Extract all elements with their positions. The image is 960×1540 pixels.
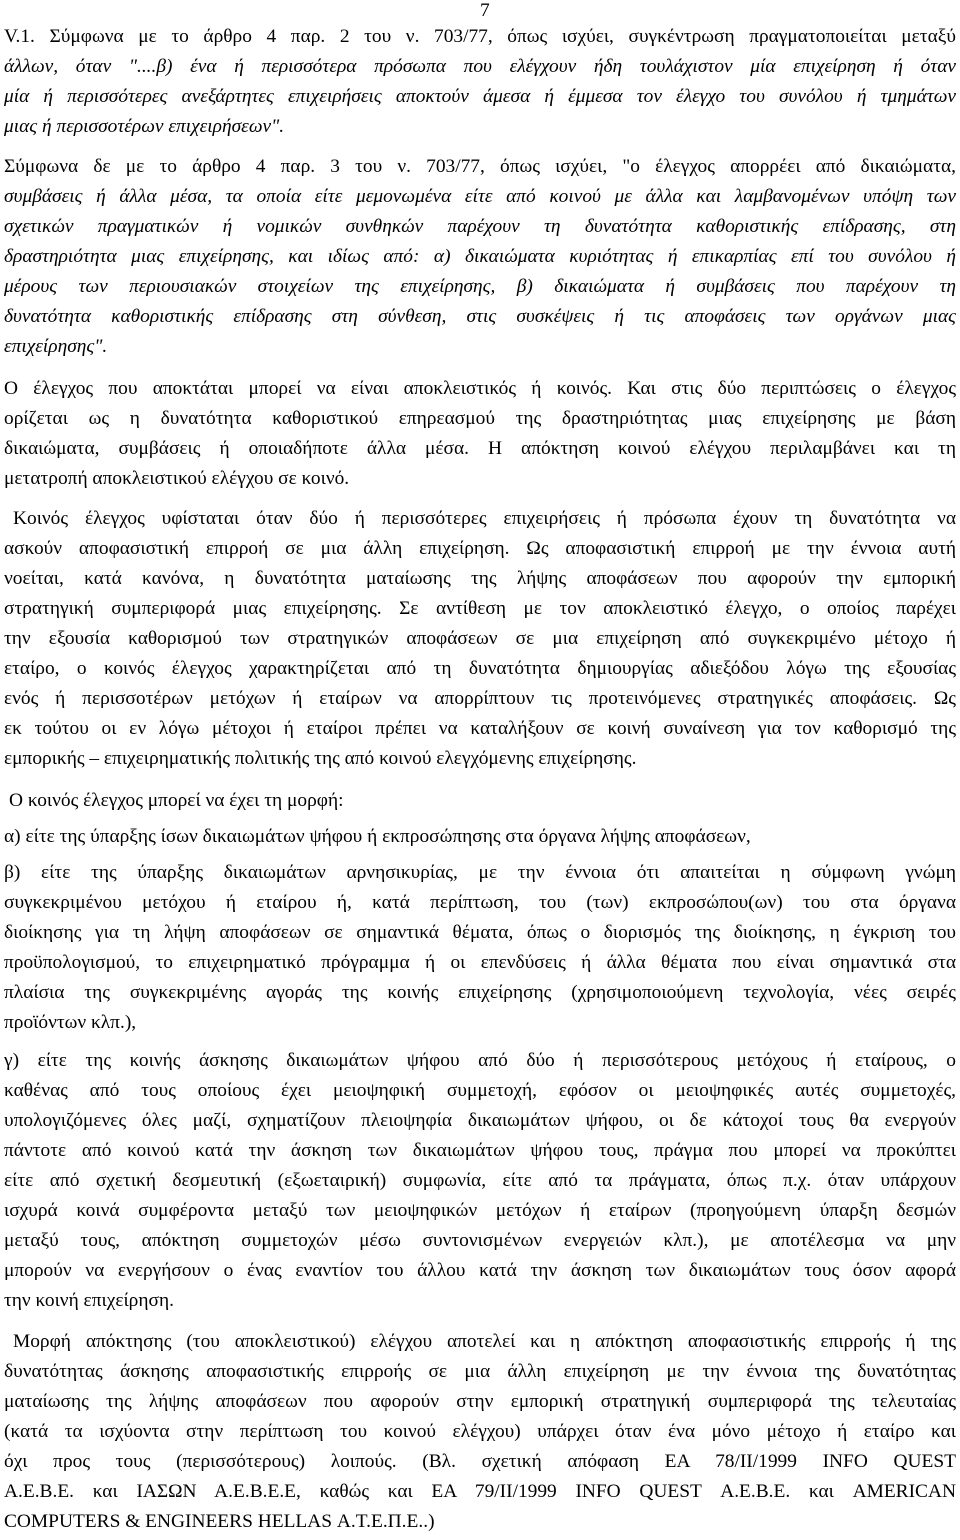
text-line: COMPUTERS & ENGINEERS HELLAS Α.Τ.Ε.Π.Ε..) (4, 1511, 435, 1532)
paragraph-joint-control (4, 504, 956, 534)
text-line: μέρους των περιουσιακών στοιχείων της επιχείρησης, β) δικαιώματα ή συμβάσεις που παρέχουν τη (4, 276, 956, 297)
text-line: δυνατότητας άσκησης αποφασιστικής επιρροής σε μια άλλη επιχείρηση με την έννοια της δυνατότητας (4, 1361, 956, 1382)
text-line: γ) είτε της κοινής άσκησης δικαιωμάτων ψήφου από δύο ή περισσότερους μετόχους ή εταίρους, ο (4, 1050, 956, 1071)
text-line: ασκούν αποφασιστική επιρροή σε μια άλλη επιχείρηση. Ως αποφασιστική επιρροή με την έννοια αυτή (4, 538, 956, 559)
text-line: προϋπολογισμού, το επιχειρηματικό πρόγραμμα ή οι επενδύσεις ή άλλα θέματα που είναι σημαντικά στα (4, 952, 956, 973)
text-line: την κοινή επιχείρηση. (4, 1290, 174, 1311)
text-line: στρατηγική συμπεριφορά μιας επιχείρησης. Σε αντίθεση με τον αποκλειστικό έλεγχο, ο οποίος παρέχει (4, 598, 956, 619)
text-line: μεταξύ τους, απόκτηση συμμετοχών μέσω συντονισμένων ενεργειών κλπ.), με αποτέλεσμα να μην (4, 1230, 956, 1251)
text-line: β) είτε της ύπαρξης δικαιωμάτων αρνησικυρίας, με την έννοια ότι απαιτείται η σύμφωνη γνώμη (4, 862, 956, 883)
text-line: άλλων, όταν "....β) ένα ή περισσότερα πρόσωπα που ελέγχουν ήδη τουλάχιστον μία επιχείρηση ή όταν (4, 56, 956, 77)
text-line: εταίρο, ο κοινός έλεγχος χαρακτηρίζεται από τη δυνατότητα δημιουργίας αδιεξόδου λόγω της εξουσίας (4, 658, 956, 679)
text-line: συμβάσεις ή άλλα μέσα, τα οποία είτε μεμονωμένα είτε από κοινού με άλλα και λαμβανομένων υπόψη των (4, 186, 956, 207)
paragraph-form-a (4, 822, 956, 852)
text-line: την εξουσία καθορισμού των στρατηγικών αποφάσεων σε μια επιχείρηση από συγκεκριμένο μέτοχο ή (4, 628, 956, 649)
text-line: Ο έλεγχος που αποκτάται μπορεί να είναι αποκλειστικός ή κοινός. Και στις δύο περιπτώσεις ο έλεγχος (4, 378, 956, 399)
text-line: δραστηριότητα μιας επιχείρησης, και ιδίως από: α) δικαιώματα κυριότητας ή επικαρπίας επί του συνόλου ή (4, 246, 956, 267)
text-line: δικαιώματα, συμβάσεις ή οποιαδήποτε άλλα μέσα. Η απόκτηση κοινού ελέγχου περιλαμβάνει και τη (4, 438, 956, 459)
text-line: Α.Ε.Β.Ε. και ΙΑΣΩΝ Α.Ε.Β.Ε.Ε, καθώς και ΕΑ 79/ΙΙ/1999 INFO QUEST Α.Ε.Β.Ε. και AMERICAN (4, 1481, 956, 1502)
text-line: πάντοτε από κοινού κατά την άσκηση των δικαιωμάτων ψήφου τους, πράγμα που μπορεί να προκύπτει (4, 1140, 956, 1161)
text-line: Ο κοινός έλεγχος μπορεί να έχει τη μορφή: (9, 790, 344, 811)
text-line: υπολογιζόμενες όλες μαζί, σχηματίζουν πλειοψηφία δικαιωμάτων ψήφου, οι δε κάτοχοί τους θα ενεργούν (4, 1110, 956, 1131)
paragraph-sole-control-form-cont (4, 1357, 956, 1537)
text-line: Μορφή απόκτησης (του αποκλειστικού) ελέγχου αποτελεί και η απόκτηση αποφασιστικής επιρροής ή της (13, 1331, 956, 1352)
text-line: σχετικών πραγματικών ή νομικών συνθηκών παρέχουν τη δυνατότητα καθοριστικής επίδρασης, στη (4, 216, 956, 237)
paragraph-joint-control-cont (4, 534, 956, 774)
paragraph-form-b (4, 858, 956, 1038)
text-line: νοείται, κατά κανόνα, η δυνατότητα ματαίωσης της λήψης αποφάσεων που αφορούν την εμπορική (4, 568, 956, 589)
text-line: προϊόντων κλπ.), (4, 1012, 137, 1033)
paragraph-forms-intro (9, 786, 960, 816)
text-line: εκ τούτου οι εν λόγω μέτοχοι ή εταίροι πρέπει να καταλήξουν σε κοινή συναίνεση για τον καθορισμό της (4, 718, 956, 739)
text-line: ισχυρά κοινά συμφέροντα μεταξύ των μειοψηφικών μετόχων ή εταίρων (προηγούμενη ύπαρξη δεσμών (4, 1200, 956, 1221)
text-line: V.1. Σύμφωνα με το άρθρο 4 παρ. 2 του ν. 703/77, όπως ισχύει, συγκέντρωση πραγματοποιείται μεταξύ (4, 26, 956, 47)
paragraph-control-definition (4, 152, 956, 362)
text-line: μία ή περισσότερες ανεξάρτητες επιχειρήσεις αποκτούν άμεσα ή έμμεσα τον έλεγχο του συνόλου ή τμημάτων (4, 86, 956, 107)
paragraph-sole-control-form (4, 1327, 956, 1357)
text-line: πλαίσια της συγκεκριμένης αγοράς της κοινής επιχείρησης (χρησιμοποιούμενη τεχνολογία, νέες σειρές (4, 982, 956, 1003)
text-line: ματαίωσης της λήψης αποφάσεων που αφορούν στην εμπορική στρατηγική συμπεριφορά της τελευταίας (4, 1391, 956, 1412)
text-line: δυνατότητα καθοριστικής επίδρασης στη σύνθεση, στις συσκέψεις ή τις αποφάσεις των οργάνων μιας (4, 306, 956, 327)
text-line: διοίκησης για τη λήψη αποφάσεων σε σημαντικά θέματα, όπως ο διορισμός της διοίκησης, η έγκριση του (4, 922, 956, 943)
text-line: Κοινός έλεγχος υφίσταται όταν δύο ή περισσότερες επιχειρήσεις ή πρόσωπα έχουν τη δυνατότητα να (13, 508, 956, 529)
page-number: 7 (480, 0, 490, 21)
paragraph-sole-joint-control (4, 374, 956, 494)
text-line: συγκεκριμένου μετόχου ή εταίρου ή, κατά περίπτωση, του (των) εκπροσώπου(ων) του στα όργανα (4, 892, 956, 913)
text-line: είτε από σχετική δεσμευτική (εξωεταιρική) συμφωνία, είτε από τα πράγματα, όπως π.χ. όταν υπάρχουν (4, 1170, 956, 1191)
text-line: καθένας από τους οποίους έχει μειοψηφική συμμετοχή, εφόσον οι μειοψηφικές αυτές συμμετοχές, (4, 1080, 956, 1101)
text-line: (κατά τα ισχύοντα στην περίπτωση του κοινού ελέγχου) υπάρχει όταν ένα μόνο μέτοχο ή εταίρο και (4, 1421, 956, 1442)
paragraph-merger-definition (4, 22, 956, 142)
paragraph-form-c (4, 1046, 956, 1316)
text-line: επιχείρησης". (4, 336, 108, 357)
text-line: όχι προς τους (περισσότερους) λοιπούς. (Βλ. σχετική απόφαση ΕΑ 78/ΙΙ/1999 INFO QUEST (4, 1451, 956, 1472)
text-line: μπορούν να ενεργήσουν ο ένας εναντίον του άλλου κατά την άσκηση των δικαιωμάτων τους όσον αφορά (4, 1260, 956, 1281)
text-line: ορίζεται ως η δυνατότητα καθοριστικού επηρεασμού της δραστηριότητας μιας επιχείρησης με βάση (4, 408, 956, 429)
text-line: μετατροπή αποκλειστικού ελέγχου σε κοινό. (4, 468, 350, 489)
text-line: Σύμφωνα δε με το άρθρο 4 παρ. 3 του ν. 703/77, όπως ισχύει, "ο έλεγχος απορρέει από δικαιώματα, (4, 156, 956, 177)
text-line: μιας ή περισσοτέρων επιχειρήσεων". (4, 116, 285, 137)
text-line: εμπορικής – επιχειρηματικής πολιτικής της από κοινού ελεγχόμενης επιχείρησης. (4, 748, 637, 769)
text-line: ενός ή περισσοτέρων μετόχων ή εταίρων να απορρίπτουν τις προτεινόμενες στρατηγικές αποφάσεις. Ως (4, 688, 956, 709)
text-line: α) είτε της ύπαρξης ίσων δικαιωμάτων ψήφου ή εκπροσώπησης στα όργανα λήψης αποφάσεων, (4, 826, 751, 847)
document-page (4, 0, 956, 1540)
